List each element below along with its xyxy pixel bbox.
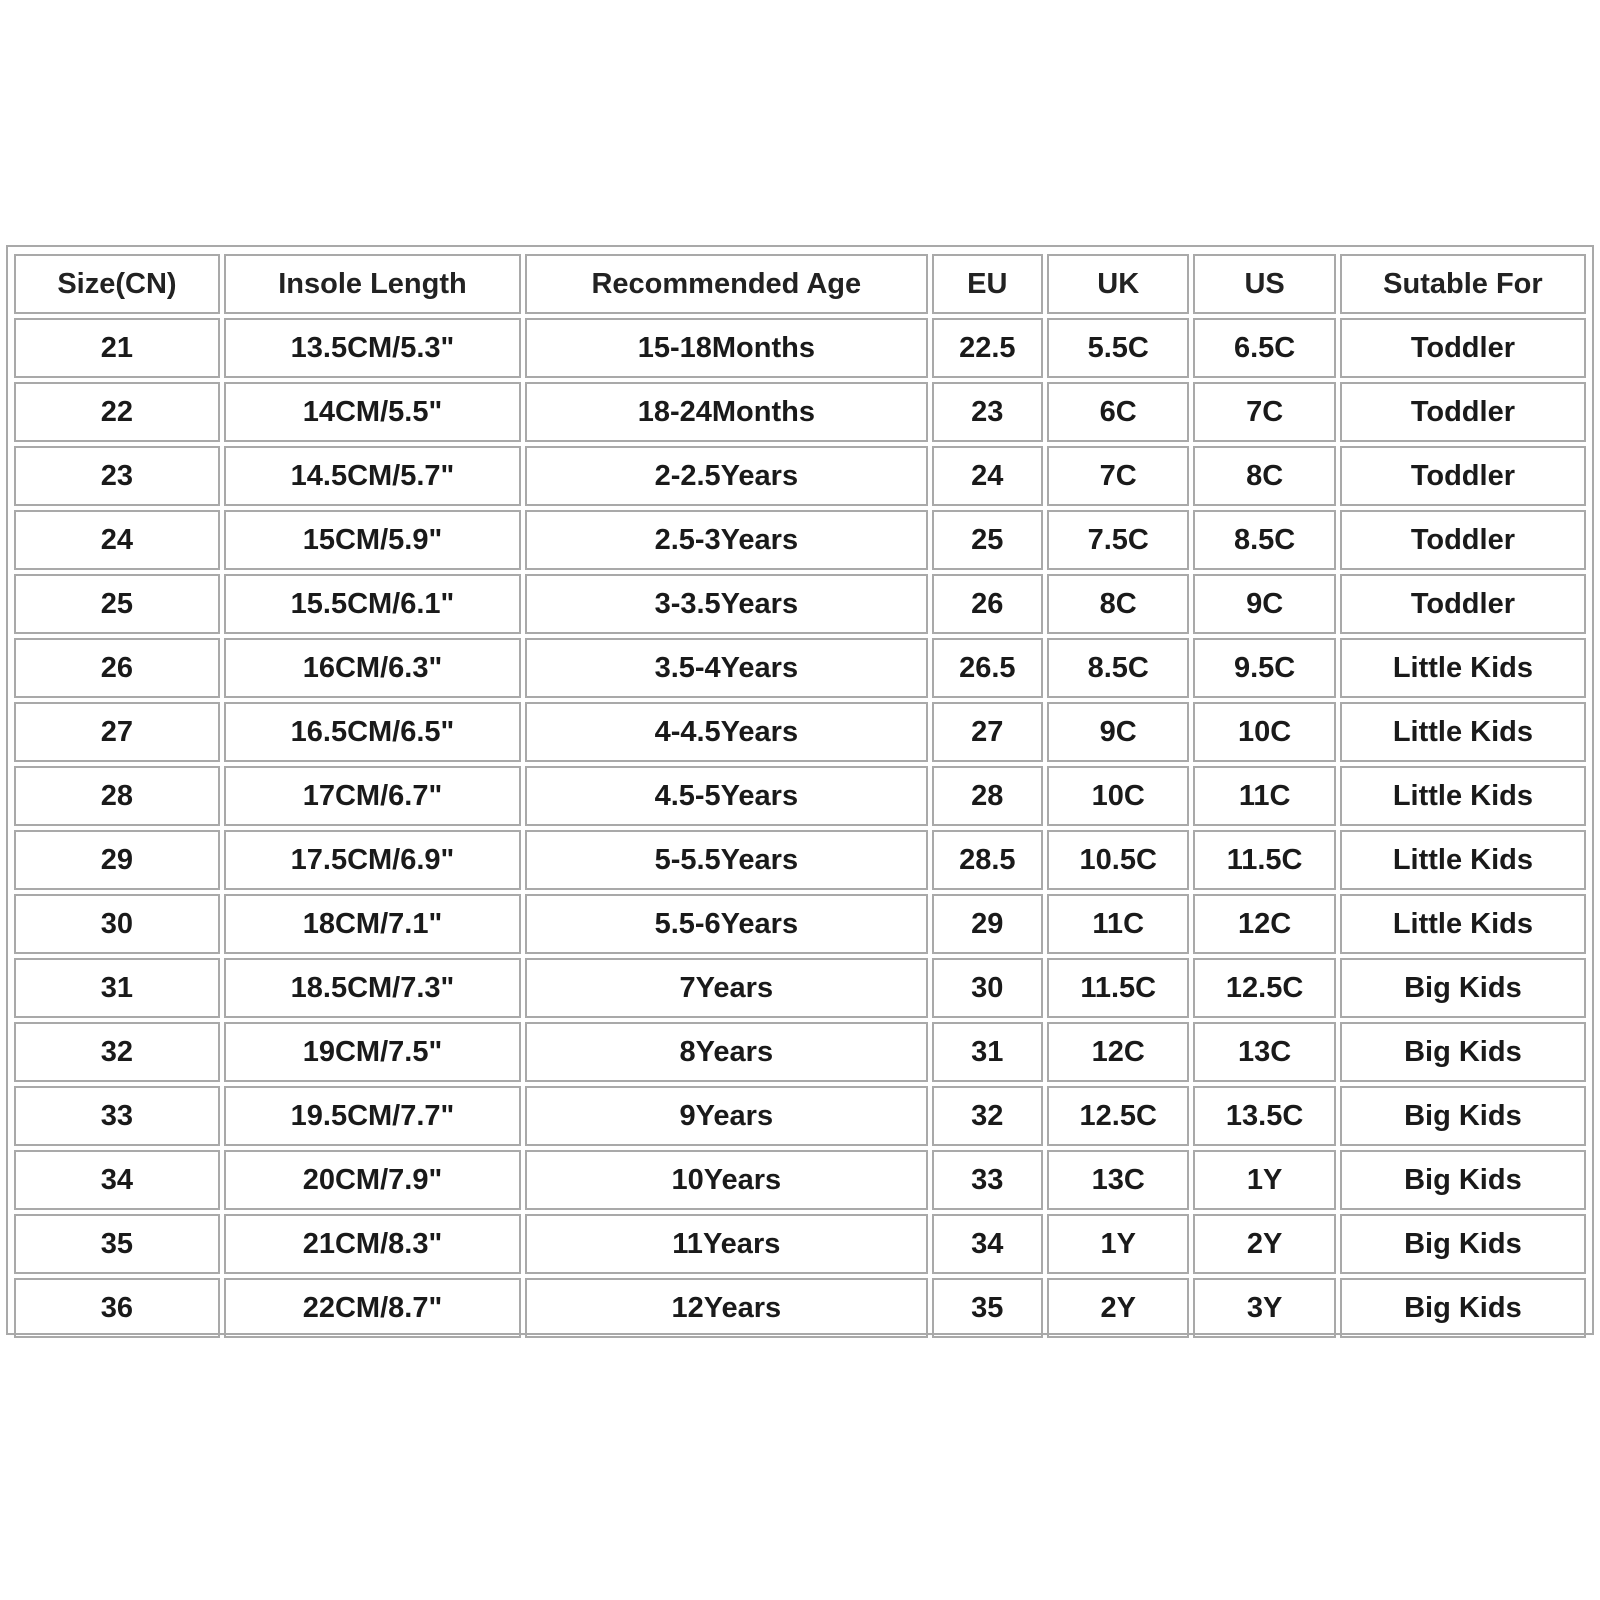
- cell-sutable-for: Big Kids: [1340, 1086, 1586, 1146]
- cell-recommended-age: 3-3.5Years: [525, 574, 927, 634]
- header-sutable-for: Sutable For: [1340, 254, 1586, 314]
- cell-recommended-age: 9Years: [525, 1086, 927, 1146]
- cell-uk: 8C: [1047, 574, 1189, 634]
- size-chart: [6, 245, 1594, 1335]
- cell-insole-length: 17.5CM/6.9": [224, 830, 521, 890]
- cell-eu: 32: [932, 1086, 1043, 1146]
- cell-sutable-for: Little Kids: [1340, 894, 1586, 954]
- cell-us: 13C: [1193, 1022, 1335, 1082]
- cell-sutable-for: Big Kids: [1340, 1278, 1586, 1338]
- cell-recommended-age: 5-5.5Years: [525, 830, 927, 890]
- cell-recommended-age: 4.5-5Years: [525, 766, 927, 826]
- cell-us: 7C: [1193, 382, 1335, 442]
- table-row: [14, 446, 1586, 506]
- cell-us: 2Y: [1193, 1214, 1335, 1274]
- cell-sutable-for: Little Kids: [1340, 702, 1586, 762]
- cell-us: 9C: [1193, 574, 1335, 634]
- cell-eu: 25: [932, 510, 1043, 570]
- cell-uk: 7.5C: [1047, 510, 1189, 570]
- table-row: [14, 574, 1586, 634]
- table-row: [14, 958, 1586, 1018]
- cell-uk: 6C: [1047, 382, 1189, 442]
- table-row: [14, 1086, 1586, 1146]
- cell-insole-length: 15CM/5.9": [224, 510, 521, 570]
- cell-eu: 28: [932, 766, 1043, 826]
- cell-us: 11.5C: [1193, 830, 1335, 890]
- cell-eu: 24: [932, 446, 1043, 506]
- table-row: [14, 318, 1586, 378]
- cell-size-cn: 26: [14, 638, 220, 698]
- cell-us: 11C: [1193, 766, 1335, 826]
- table-row: [14, 1214, 1586, 1274]
- cell-us: 8C: [1193, 446, 1335, 506]
- cell-insole-length: 22CM/8.7": [224, 1278, 521, 1338]
- cell-us: 3Y: [1193, 1278, 1335, 1338]
- cell-us: 12C: [1193, 894, 1335, 954]
- cell-sutable-for: Toddler: [1340, 318, 1586, 378]
- cell-recommended-age: 15-18Months: [525, 318, 927, 378]
- cell-recommended-age: 18-24Months: [525, 382, 927, 442]
- cell-insole-length: 14CM/5.5": [224, 382, 521, 442]
- header-eu: EU: [932, 254, 1043, 314]
- cell-size-cn: 28: [14, 766, 220, 826]
- table-row: [14, 1022, 1586, 1082]
- cell-uk: 2Y: [1047, 1278, 1189, 1338]
- table-row: [14, 1150, 1586, 1210]
- cell-us: 10C: [1193, 702, 1335, 762]
- table-row: [14, 830, 1586, 890]
- cell-insole-length: 17CM/6.7": [224, 766, 521, 826]
- cell-size-cn: 27: [14, 702, 220, 762]
- table-row: [14, 766, 1586, 826]
- cell-size-cn: 33: [14, 1086, 220, 1146]
- cell-eu: 23: [932, 382, 1043, 442]
- cell-size-cn: 35: [14, 1214, 220, 1274]
- cell-uk: 1Y: [1047, 1214, 1189, 1274]
- cell-eu: 26.5: [932, 638, 1043, 698]
- cell-recommended-age: 3.5-4Years: [525, 638, 927, 698]
- cell-uk: 7C: [1047, 446, 1189, 506]
- cell-sutable-for: Little Kids: [1340, 766, 1586, 826]
- cell-recommended-age: 4-4.5Years: [525, 702, 927, 762]
- cell-recommended-age: 7Years: [525, 958, 927, 1018]
- header-recommended-age: Recommended Age: [525, 254, 927, 314]
- cell-sutable-for: Big Kids: [1340, 1150, 1586, 1210]
- cell-eu: 35: [932, 1278, 1043, 1338]
- cell-sutable-for: Little Kids: [1340, 830, 1586, 890]
- cell-sutable-for: Big Kids: [1340, 1214, 1586, 1274]
- header-row: [14, 254, 1586, 314]
- cell-us: 12.5C: [1193, 958, 1335, 1018]
- cell-uk: 12C: [1047, 1022, 1189, 1082]
- cell-eu: 31: [932, 1022, 1043, 1082]
- cell-eu: 26: [932, 574, 1043, 634]
- cell-insole-length: 19CM/7.5": [224, 1022, 521, 1082]
- size-table: [10, 250, 1590, 1342]
- cell-eu: 28.5: [932, 830, 1043, 890]
- cell-uk: 10C: [1047, 766, 1189, 826]
- cell-size-cn: 29: [14, 830, 220, 890]
- table-row: [14, 1278, 1586, 1338]
- cell-eu: 22.5: [932, 318, 1043, 378]
- cell-size-cn: 30: [14, 894, 220, 954]
- cell-size-cn: 25: [14, 574, 220, 634]
- cell-size-cn: 22: [14, 382, 220, 442]
- cell-eu: 34: [932, 1214, 1043, 1274]
- cell-eu: 30: [932, 958, 1043, 1018]
- cell-size-cn: 36: [14, 1278, 220, 1338]
- table-row: [14, 894, 1586, 954]
- cell-size-cn: 23: [14, 446, 220, 506]
- cell-eu: 29: [932, 894, 1043, 954]
- cell-eu: 27: [932, 702, 1043, 762]
- cell-recommended-age: 2.5-3Years: [525, 510, 927, 570]
- cell-sutable-for: Big Kids: [1340, 1022, 1586, 1082]
- cell-sutable-for: Toddler: [1340, 446, 1586, 506]
- cell-recommended-age: 10Years: [525, 1150, 927, 1210]
- header-uk: UK: [1047, 254, 1189, 314]
- cell-recommended-age: 11Years: [525, 1214, 927, 1274]
- table-row: [14, 638, 1586, 698]
- cell-us: 13.5C: [1193, 1086, 1335, 1146]
- cell-sutable-for: Little Kids: [1340, 638, 1586, 698]
- table-row: [14, 382, 1586, 442]
- cell-recommended-age: 5.5-6Years: [525, 894, 927, 954]
- cell-uk: 10.5C: [1047, 830, 1189, 890]
- cell-size-cn: 34: [14, 1150, 220, 1210]
- cell-size-cn: 32: [14, 1022, 220, 1082]
- cell-size-cn: 31: [14, 958, 220, 1018]
- cell-sutable-for: Toddler: [1340, 574, 1586, 634]
- cell-sutable-for: Toddler: [1340, 382, 1586, 442]
- cell-sutable-for: Big Kids: [1340, 958, 1586, 1018]
- table-row: [14, 702, 1586, 762]
- cell-sutable-for: Toddler: [1340, 510, 1586, 570]
- table-row: [14, 510, 1586, 570]
- cell-insole-length: 16.5CM/6.5": [224, 702, 521, 762]
- cell-us: 6.5C: [1193, 318, 1335, 378]
- cell-insole-length: 21CM/8.3": [224, 1214, 521, 1274]
- cell-eu: 33: [932, 1150, 1043, 1210]
- cell-us: 1Y: [1193, 1150, 1335, 1210]
- cell-uk: 5.5C: [1047, 318, 1189, 378]
- cell-us: 8.5C: [1193, 510, 1335, 570]
- header-us: US: [1193, 254, 1335, 314]
- cell-insole-length: 13.5CM/5.3": [224, 318, 521, 378]
- cell-us: 9.5C: [1193, 638, 1335, 698]
- cell-uk: 11.5C: [1047, 958, 1189, 1018]
- cell-size-cn: 24: [14, 510, 220, 570]
- cell-recommended-age: 2-2.5Years: [525, 446, 927, 506]
- cell-insole-length: 19.5CM/7.7": [224, 1086, 521, 1146]
- cell-insole-length: 20CM/7.9": [224, 1150, 521, 1210]
- cell-uk: 8.5C: [1047, 638, 1189, 698]
- cell-uk: 9C: [1047, 702, 1189, 762]
- cell-insole-length: 14.5CM/5.7": [224, 446, 521, 506]
- cell-recommended-age: 12Years: [525, 1278, 927, 1338]
- cell-insole-length: 15.5CM/6.1": [224, 574, 521, 634]
- header-insole-length: Insole Length: [224, 254, 521, 314]
- cell-size-cn: 21: [14, 318, 220, 378]
- cell-uk: 11C: [1047, 894, 1189, 954]
- header-size-cn: Size(CN): [14, 254, 220, 314]
- cell-insole-length: 18.5CM/7.3": [224, 958, 521, 1018]
- cell-uk: 13C: [1047, 1150, 1189, 1210]
- cell-recommended-age: 8Years: [525, 1022, 927, 1082]
- cell-insole-length: 16CM/6.3": [224, 638, 521, 698]
- cell-uk: 12.5C: [1047, 1086, 1189, 1146]
- cell-insole-length: 18CM/7.1": [224, 894, 521, 954]
